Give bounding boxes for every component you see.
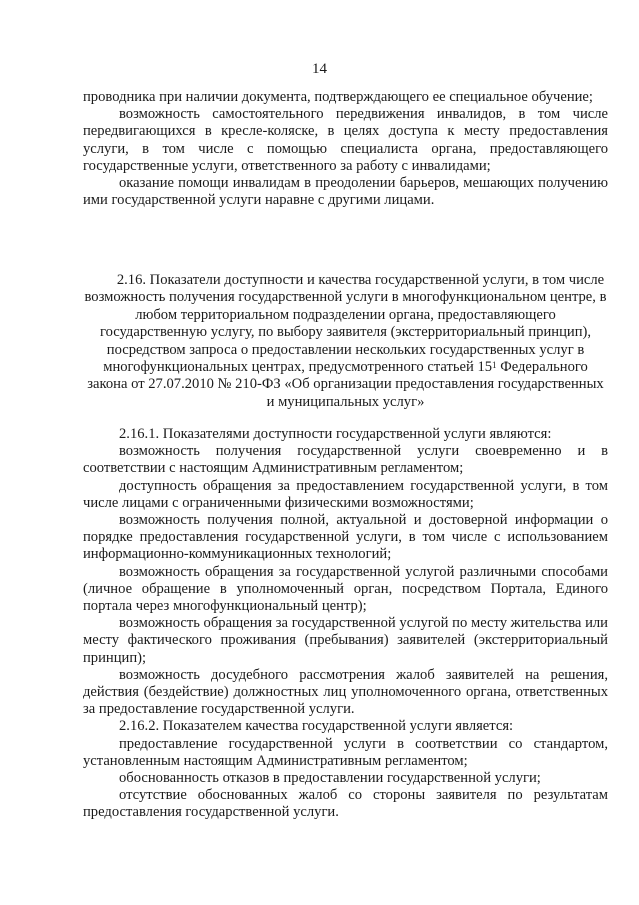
paragraph: возможность получения государственной услуги своевременно и в соответствии с настоящим Административным регламентом; [83, 443, 608, 477]
heading-text: 2.16. Показатели доступности и качества государственной услуги, в том числе возможность получения государственной услуги в многофункциональном центре, в любом территориальном подразделении органа, предоставляющего государственную услугу, по выбору заявителя (экстерриториальный принцип), посредством запроса о предоставлении нескольких государственных услуг в многофункциональных центрах, предусмотренного статьей 15 [84, 272, 607, 376]
continuation-text [83, 89, 608, 209]
paragraph: обоснованность отказов в предоставлении государственной услуги; [119, 770, 541, 787]
paragraph: возможность самостоятельного передвижения инвалидов, в том числе передвигающихся в кресле-коляске, в целях доступа к месту предоставления услуги, в том числе с помощью специалиста органа, предоставляющего государственные услуги, ответственного за работу с инвалидами; [83, 106, 608, 174]
heading-superscript: 1 [492, 360, 497, 371]
paragraph: возможность досудебного рассмотрения жалоб заявителей на решения, действия (бездействие) должностных лиц уполномоченного органа, ответственных за предоставление государственной услуги. [83, 666, 608, 718]
paragraph: возможность обращения за государственной услугой по месту жительства или месту фактического проживания (пребывания) заявителей (экстерриториальный принцип); [83, 615, 608, 666]
paragraph: отсутствие обоснованных жалоб со стороны заявителя по результатам предоставления государственной услуги. [83, 787, 608, 821]
subsection-heading: 2.16.2. Показателем качества государственной услуги является: [119, 718, 514, 735]
page-number: 14 [312, 61, 327, 77]
paragraph: предоставление государственной услуги в соответствии со стандартом, установленным настоящим Административным регламентом; [83, 735, 608, 769]
paragraph: возможность обращения за государственной услугой различными способами (личное обращение в уполномоченный орган, посредством Портала, Единого портала через многофункциональный центр); [83, 563, 608, 615]
heading-text-end: Федерального закона от 27.07.2010 № 210-ФЗ «Об организации предоставления государственных и муниципальных услуг» [87, 359, 604, 410]
paragraph: возможность получения полной, актуальной и достоверной информации о порядке предоставления государственной услуги, в том числе с использованием информационно-коммуникационных технологий; [83, 512, 608, 563]
subsection-heading: 2.16.1. Показателями доступности государственной услуги являются: [119, 426, 552, 442]
section-heading [83, 272, 608, 411]
section-body [83, 426, 608, 822]
paragraph: проводника при наличии документа, подтверждающего ее специальное обучение; [83, 89, 593, 105]
paragraph: оказание помощи инвалидам в преодолении барьеров, мешающих получению ими государственной услуги наравне с другими лицами. [83, 175, 608, 209]
paragraph: доступность обращения за предоставлением государственной услуги, в том числе лицами с ограниченными физическими возможностями; [83, 477, 608, 511]
